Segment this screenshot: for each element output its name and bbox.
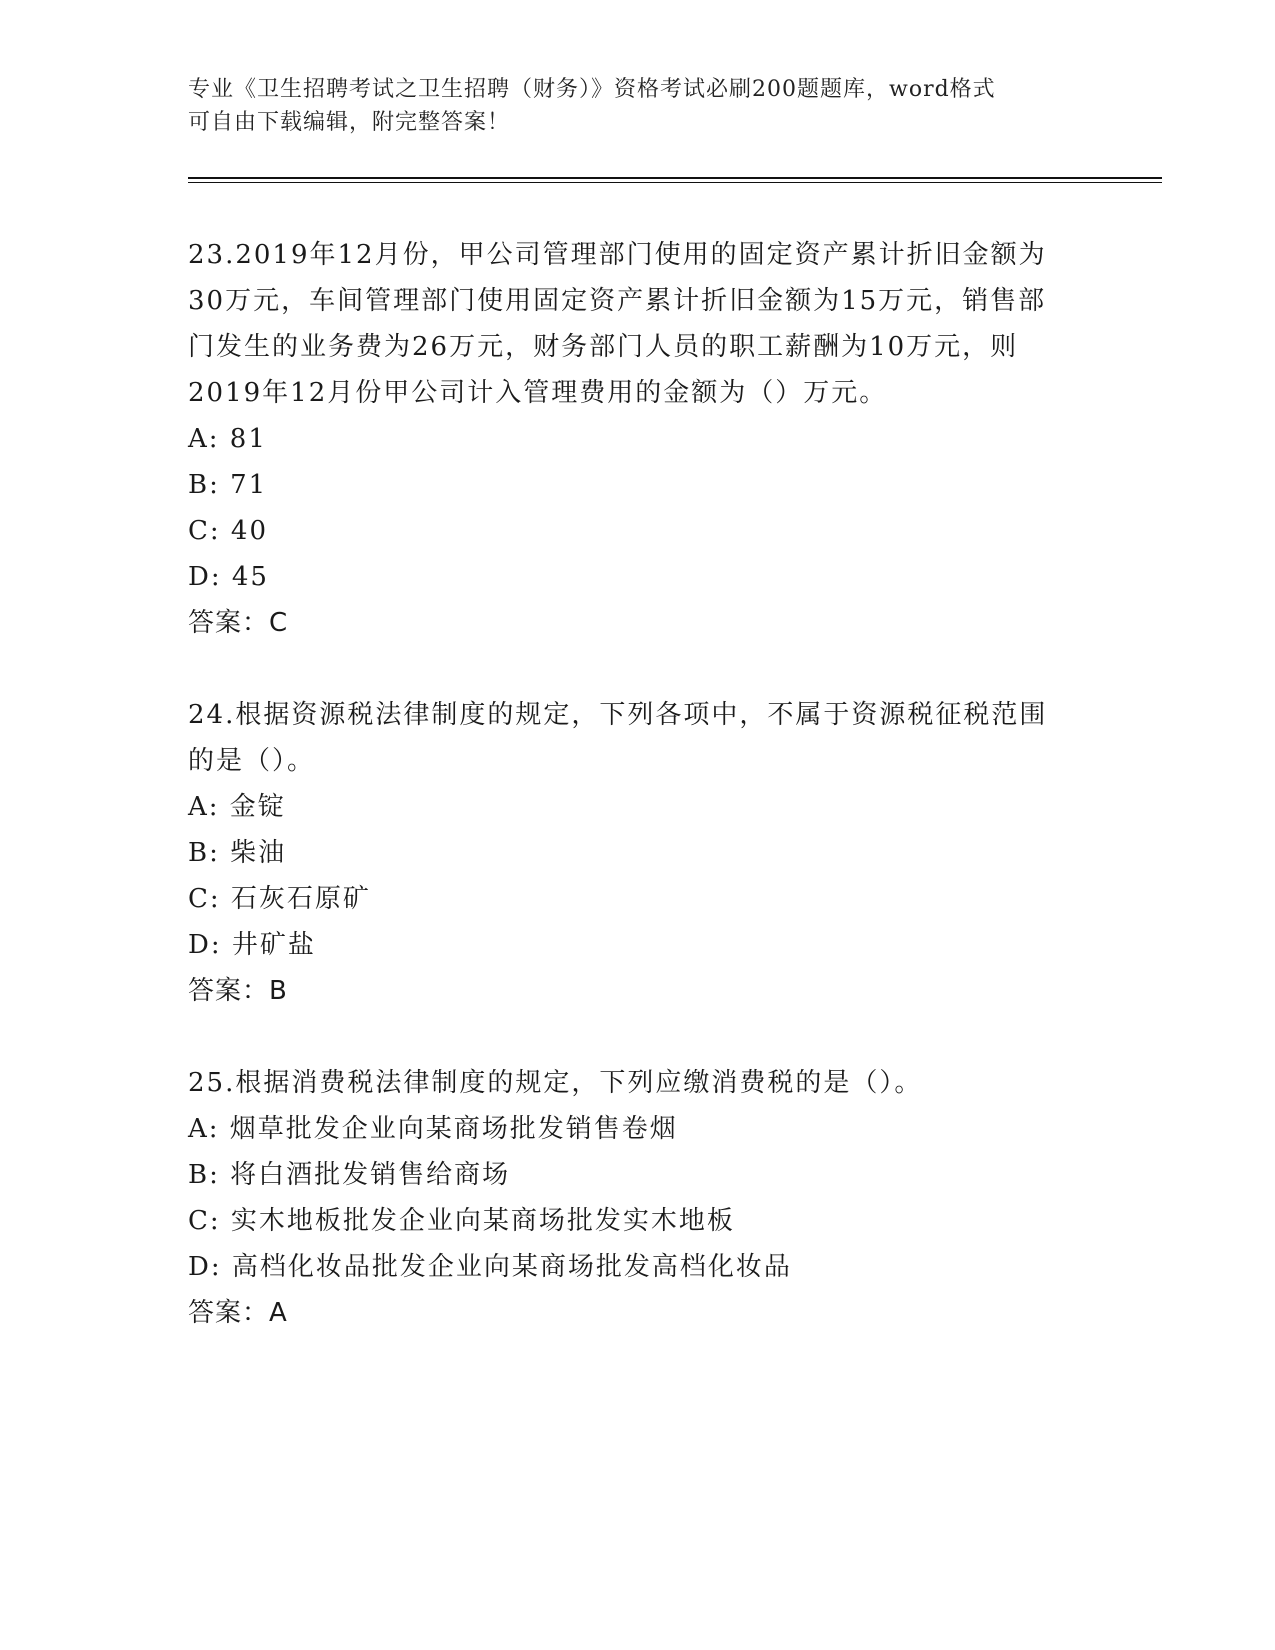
page-header [188, 73, 1068, 139]
question-stem [188, 232, 1088, 416]
header-line-2: 可自由下载编辑，附完整答案！ [188, 110, 511, 135]
answer-line: 答案：C [188, 608, 289, 638]
answer-line: 答案：B [188, 976, 288, 1006]
stem-line: 2019年12月份甲公司计入管理费用的金额为（）万元。 [188, 378, 888, 408]
option-c: C: 40 [188, 516, 269, 546]
option-d: D: 45 [188, 562, 269, 592]
option-c: C: 石灰石原矿 [188, 884, 371, 914]
header-line-1: 专业《卫生招聘考试之卫生招聘（财务）》资格考试必刷200题题库，word格式 [188, 77, 996, 102]
option-d: D: 高档化妆品批发企业向某商场批发高档化妆品 [188, 1252, 792, 1282]
option-b: B: 柴油 [188, 838, 287, 868]
stem-line: 的是（）。 [188, 746, 316, 776]
header-divider-thin [188, 182, 1162, 183]
option-a: A: 金锭 [188, 792, 286, 822]
stem-line: 门发生的业务费为26万元，财务部门人员的职工薪酬为10万元，则 [188, 332, 1019, 362]
question-23 [188, 232, 1088, 646]
stem-line: 25.根据消费税法律制度的规定，下列应缴消费税的是（）。 [188, 1068, 923, 1098]
header-divider-thick [188, 177, 1162, 179]
option-d: D: 井矿盐 [188, 930, 316, 960]
question-stem [188, 692, 1088, 784]
question-list [188, 232, 1088, 1336]
option-a: A: 烟草批发企业向某商场批发销售卷烟 [188, 1114, 678, 1144]
option-c: C: 实木地板批发企业向某商场批发实木地板 [188, 1206, 735, 1236]
stem-line: 30万元，车间管理部门使用固定资产累计折旧金额为15万元，销售部 [188, 286, 1047, 316]
question-25 [188, 1060, 1088, 1336]
option-a: A: 81 [188, 424, 267, 454]
question-spacer [188, 646, 1088, 692]
question-spacer [188, 1014, 1088, 1060]
stem-line: 23.2019年12月份，甲公司管理部门使用的固定资产累计折旧金额为 [188, 240, 1047, 270]
question-stem [188, 1060, 1088, 1106]
stem-line: 24.根据资源税法律制度的规定，下列各项中，不属于资源税征税范围 [188, 700, 1048, 730]
answer-line: 答案：A [188, 1298, 288, 1328]
question-24 [188, 692, 1088, 1014]
option-b: B: 71 [188, 470, 268, 500]
option-b: B: 将白酒批发销售给商场 [188, 1160, 511, 1190]
